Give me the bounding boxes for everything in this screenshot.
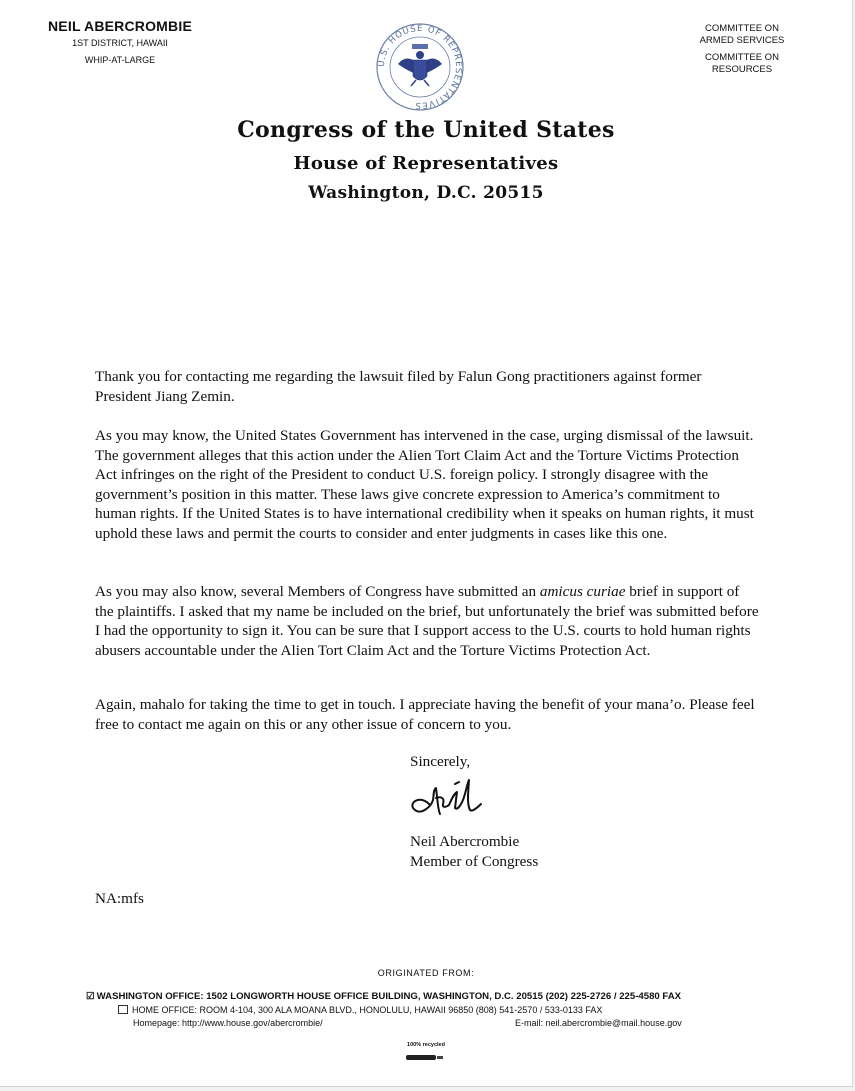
- house-seal-icon: [370, 22, 470, 112]
- member-role: WHIP-AT-LARGE: [84, 55, 156, 65]
- body-paragraph-4: Again, mahalo for taking the time to get in touch. I appreciate having the benefit of your mana’o. Please feel free to contact me again on this or any other issue of concern to you.: [95, 696, 755, 733]
- home-office-line: [118, 1005, 602, 1015]
- body-paragraph-2: As you may know, the United States Government has intervened in the case, urging dismissal of the lawsuit. The government alleges that this action under the Alien Tort Claim Act and the Torture Victims Protection Act infringes on the right of the President to conduct U.S. foreign policy. I strongly disagree with the government’s position in this matter. These laws give concrete expression to America’s commitment to human rights. If the United States is to have international credibility when it speaks on human rights, it must uphold these laws and permit the courts to consider and enter judgments in cases like this one.: [95, 427, 754, 542]
- washington-address: Washington, D.C. 20515: [308, 183, 544, 203]
- washington-office-line: [86, 991, 681, 1002]
- committee-line: ARMED SERVICES: [699, 35, 785, 46]
- committee-line: COMMITTEE ON: [705, 52, 779, 63]
- recycled-notice: 100% recycled: [407, 1042, 445, 1048]
- email-text: E-mail: neil.abercrombie@mail.house.gov: [515, 1018, 682, 1028]
- paragraph-text: As you may also know, several Members of Congress have submitted an: [95, 583, 540, 600]
- paragraph-text: brief in support of the plaintiffs. I asked that my name be included on the brief, but unfortunately the brief was submitted before I had the opportunity to sign it. You can be sure that I support access to the U.S. courts to hold human rights abusers accountable under the Alien Tort Claim Act and the Torture Victims Protection Act.: [95, 583, 759, 659]
- body-paragraph-3: [95, 582, 760, 660]
- member-district: 1ST DISTRICT, HAWAII: [72, 38, 168, 48]
- homepage-text: Homepage: http://www.house.gov/abercrombie/: [133, 1018, 323, 1028]
- home-office-text: HOME OFFICE: ROOM 4-104, 300 ALA MOANA BLVD., HONOLULU, HAWAII 96850 (808) 541-2570 / 533-0133 FAX: [132, 1005, 603, 1015]
- checkbox-checked-icon: ☑: [86, 991, 95, 1002]
- washington-office-text: WASHINGTON OFFICE: 1502 LONGWORTH HOUSE OFFICE BUILDING, WASHINGTON, D.C. 20515 (202) 225-2726 / 225-4580 FAX: [96, 991, 682, 1002]
- seal-text: U.S. HOUSE OF REPRESENTATIVES: [376, 23, 464, 111]
- congress-title: Congress of the United States: [237, 117, 615, 143]
- handwritten-signature: [405, 774, 505, 824]
- amicus-curiae-italic: amicus curiae: [539, 583, 626, 600]
- union-label-icon: [396, 1053, 456, 1062]
- committee-line: RESOURCES: [711, 64, 773, 75]
- originated-from-label: ORIGINATED FROM:: [377, 968, 475, 978]
- committee-armed-services: [690, 23, 794, 47]
- closing-salutation: Sincerely,: [410, 753, 471, 770]
- body-paragraph-1: Thank you for contacting me regarding the lawsuit filed by Falun Gong practitioners against former President Jiang Zemin.: [95, 368, 702, 405]
- typist-initials: NA:mfs: [95, 890, 144, 907]
- checkbox-empty-icon: [118, 1005, 128, 1014]
- member-name: NEIL ABERCROMBIE: [48, 18, 192, 34]
- house-title: House of Representatives: [293, 153, 559, 174]
- signer-name: Neil Abercrombie: [410, 833, 520, 850]
- signer-title: Member of Congress: [410, 853, 539, 870]
- committee-resources: [690, 52, 794, 76]
- committee-line: COMMITTEE ON: [705, 23, 779, 34]
